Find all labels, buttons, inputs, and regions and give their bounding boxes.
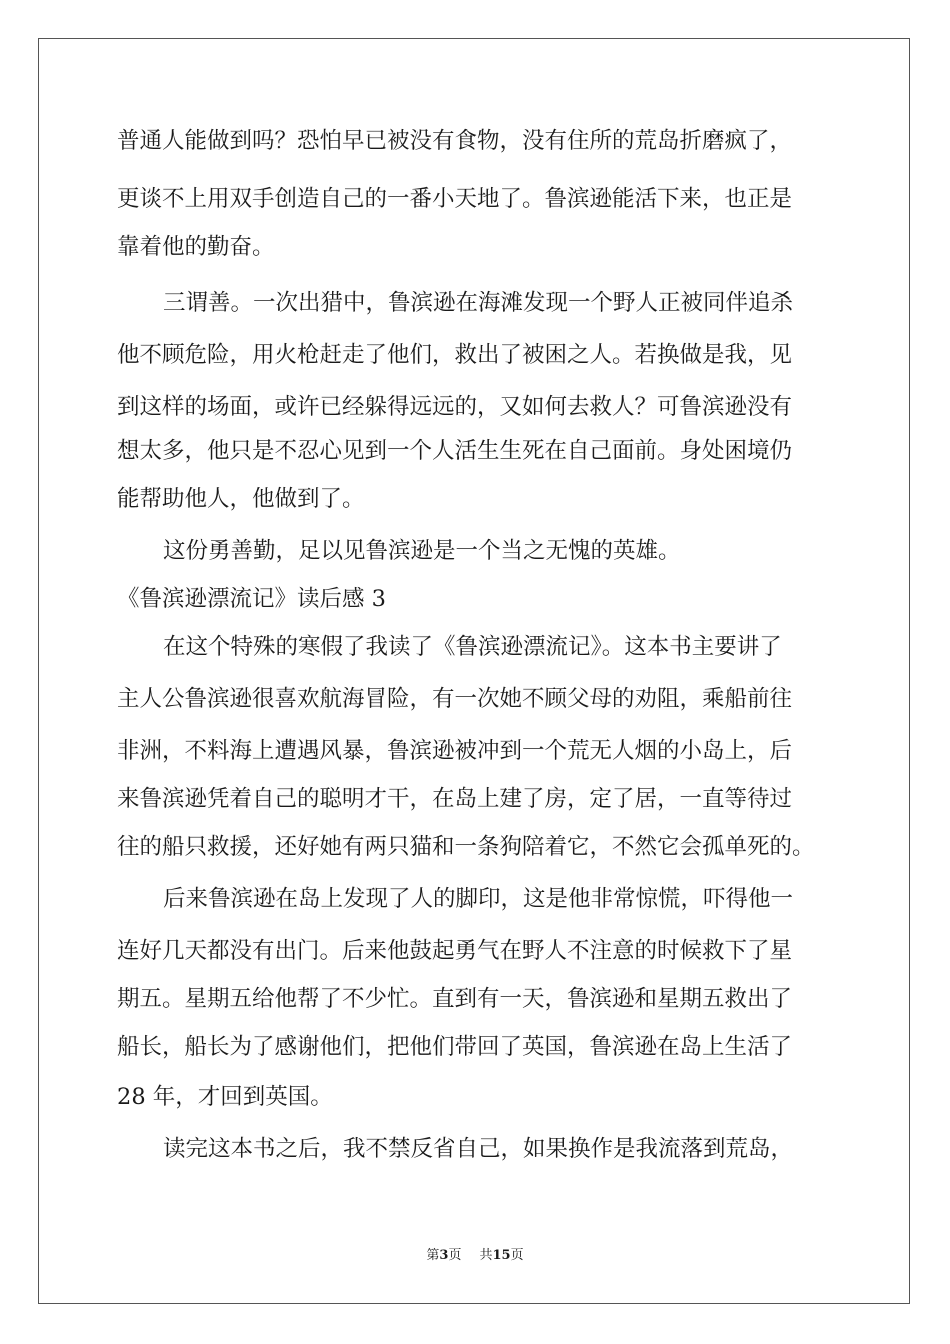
paragraph-start: 读完这本书之后，我不禁反省自己，如果换作是我流落到荒岛， <box>163 1136 794 1162</box>
text-line: 到这样的场面，或许已经躲得远远的，又如何去救人？可鲁滨逊没有 <box>117 394 793 420</box>
text-line: 更谈不上用双手创造自己的一番小天地了。鲁滨逊能活下来，也正是 <box>117 186 793 212</box>
total-pages: 15 <box>492 1248 511 1263</box>
paragraph-start: 这份勇善勤，足以见鲁滨逊是一个当之无愧的英雄。 <box>163 538 681 564</box>
text-line: 期五。星期五给他帮了不少忙。直到有一天，鲁滨逊和星期五救出了 <box>117 986 793 1012</box>
total-suffix: 页 <box>510 1248 524 1263</box>
section-heading: 《鲁滨逊漂流记》读后感 3 <box>117 586 386 612</box>
text-line: 主人公鲁滨逊很喜欢航海冒险，有一次她不顾父母的劝阻，乘船前往 <box>117 686 793 712</box>
page-prefix: 第 <box>426 1248 440 1263</box>
text-line: 船长，船长为了感谢他们，把他们带回了英国，鲁滨逊在岛上生活了 <box>117 1034 793 1060</box>
paragraph-start: 在这个特殊的寒假了我读了《鲁滨逊漂流记》。这本书主要讲了 <box>163 634 782 660</box>
paragraph-start: 后来鲁滨逊在岛上发现了人的脚印，这是他非常惊慌，吓得他一 <box>163 886 794 912</box>
text-line: 靠着他的勤奋。 <box>117 234 275 260</box>
text-line: 他不顾危险，用火枪赶走了他们，救出了被困之人。若换做是我，见 <box>117 342 793 368</box>
page-footer <box>0 1247 950 1265</box>
text-line: 28 年，才回到英国。 <box>117 1084 333 1110</box>
paragraph-start: 三谓善。一次出猎中，鲁滨逊在海滩发现一个野人正被同伴追杀 <box>163 290 794 316</box>
text-line: 连好几天都没有出门。后来他鼓起勇气在野人不注意的时候救下了星 <box>117 938 793 964</box>
text-line: 往的船只救援，还好她有两只猫和一条狗陪着它，不然它会孤单死的。 <box>117 834 815 860</box>
total-prefix: 共 <box>479 1248 493 1263</box>
text-line: 想太多，他只是不忍心见到一个人活生生死在自己面前。身处困境仍 <box>117 438 793 464</box>
text-line: 来鲁滨逊凭着自己的聪明才干，在岛上建了房，定了居，一直等待过 <box>117 786 793 812</box>
text-line: 能帮助他人，他做到了。 <box>117 486 365 512</box>
text-line: 非洲，不料海上遭遇风暴，鲁滨逊被冲到一个荒无人烟的小岛上，后 <box>117 738 793 764</box>
page-number: 3 <box>439 1248 449 1263</box>
page-suffix: 页 <box>448 1248 462 1263</box>
page-border <box>38 38 910 1304</box>
text-line: 普通人能做到吗？恐怕早已被没有食物，没有住所的荒岛折磨疯了， <box>117 128 793 154</box>
